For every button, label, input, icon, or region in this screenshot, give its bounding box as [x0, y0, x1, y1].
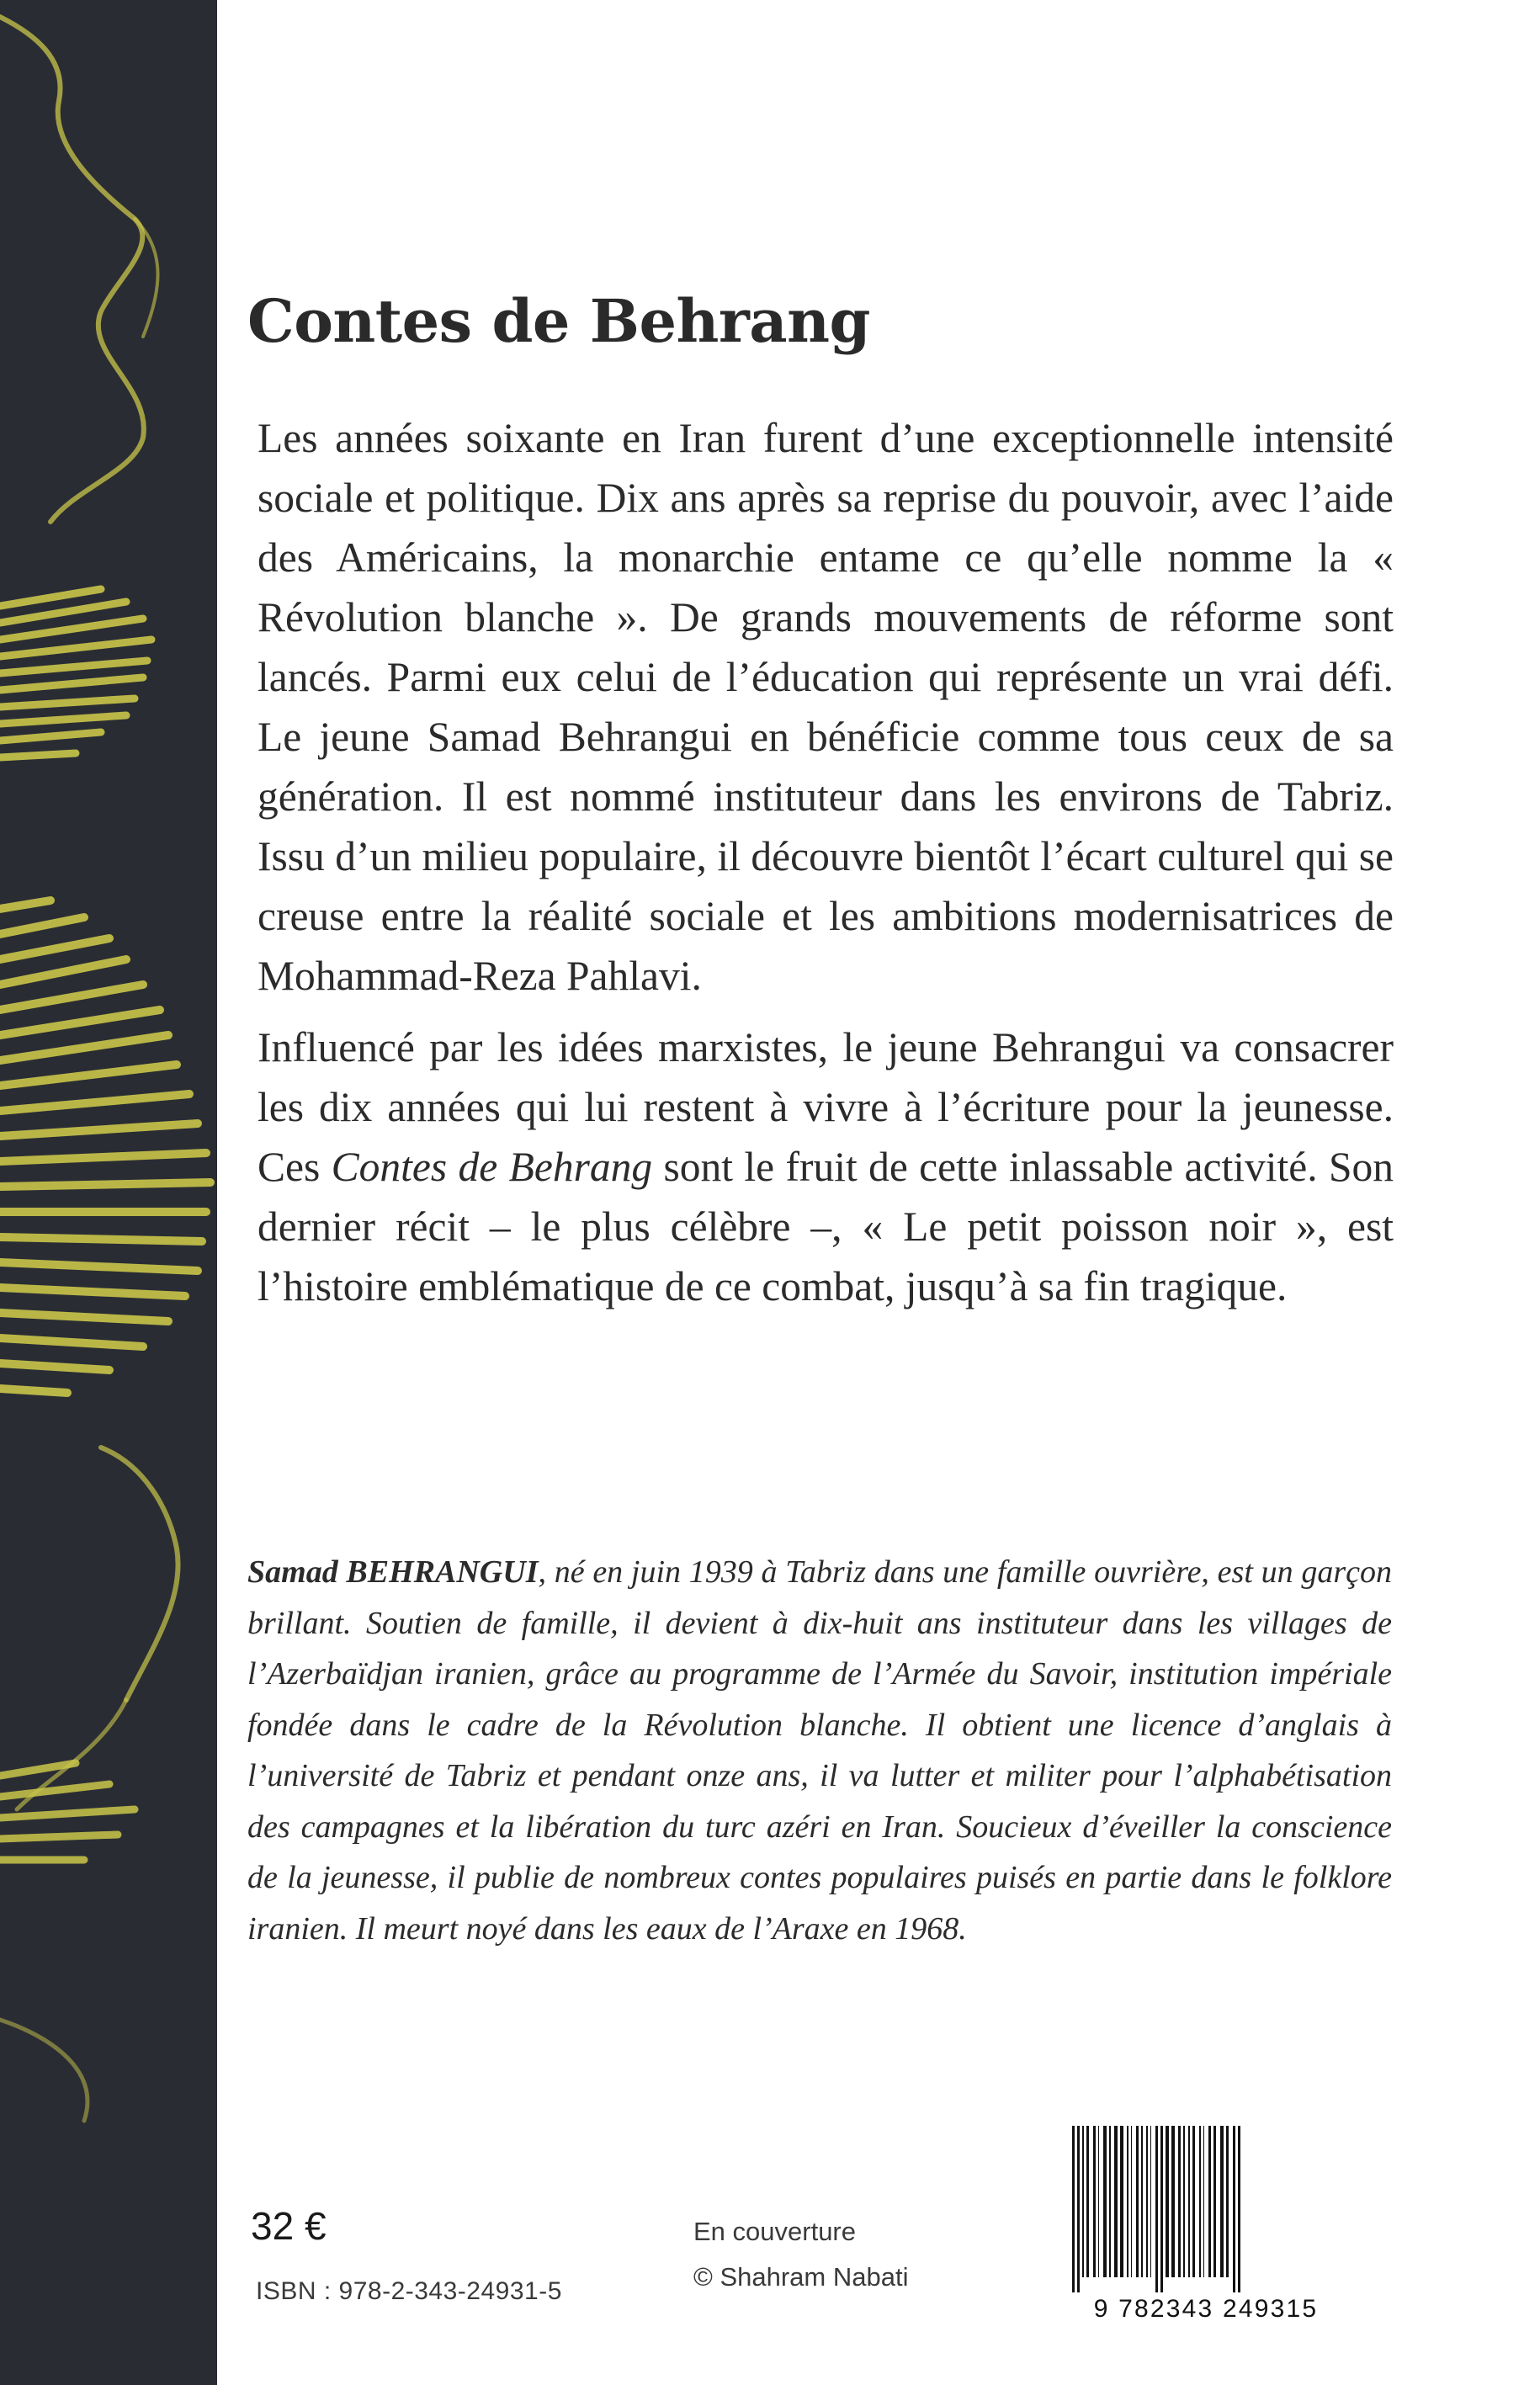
synopsis: [258, 408, 1394, 1328]
barcode-bar: [1199, 2126, 1201, 2277]
price: 32 €: [251, 2204, 327, 2248]
barcode-bar: [1183, 2126, 1185, 2277]
barcode-bar: [1109, 2126, 1111, 2277]
barcode-bar: [1160, 2126, 1163, 2292]
author-bio: [247, 1547, 1392, 1954]
synopsis-book-title: Contes de Behrang: [331, 1144, 653, 1190]
barcode-bar: [1155, 2126, 1158, 2292]
book-title: Contes de Behrang: [247, 286, 870, 356]
barcode-bar: [1213, 2126, 1216, 2277]
author-name: Samad BEHRANGUI: [247, 1554, 539, 1590]
cover-art-strip: [0, 0, 217, 2385]
barcode-bar: [1127, 2126, 1128, 2277]
barcode-bar: [1082, 2126, 1084, 2277]
barcode-icon: [1069, 2126, 1343, 2294]
barcode-bar: [1141, 2126, 1143, 2277]
barcode-bar: [1146, 2126, 1148, 2277]
synopsis-paragraph: [258, 1017, 1394, 1316]
barcode-bar: [1098, 2126, 1099, 2277]
synopsis-text: Influencé par les idées marxistes, le jeune Behrangui va consacrer les dix années qui lui restent à vivre à l’écriture pour la jeunesse. Ces: [258, 1024, 1394, 1190]
barcode-bar: [1136, 2126, 1139, 2277]
synopsis-text: sont le fruit de cette inlassable activité. Son dernier récit – le plus célèbre –, « Le petit poisson noir », est l’histoire emblématique de ce combat, jusqu’à sa fin tragique.: [258, 1144, 1394, 1309]
cover-credit: [693, 2209, 908, 2300]
barcode-bar: [1077, 2126, 1080, 2292]
synopsis-paragraph: Les années soixante en Iran furent d’une exceptionnelle intensité sociale et politique. Dix ans après sa reprise du pouvoir, avec l’aide des Américains, la monarchie entame ce qu’elle nomme la « Révolution blanche ». De grands mouvements de réforme sont lancés. Parmi eux celui de l’éducation qui représente un vrai défi. Le jeune Samad Behrangui en bénéficie comme tous ceux de sa génération. Il est nommé instituteur dans les environs de Tabriz. Issu d’un milieu populaire, il découvre bientôt l’écart culturel qui se creuse entre la réalité sociale et les ambitions modernisatrices de Mohammad-Reza Pahlavi.: [258, 415, 1394, 999]
barcode-bar: [1120, 2126, 1123, 2277]
barcode-bar: [1093, 2126, 1096, 2277]
barcode-bar: [1226, 2126, 1229, 2277]
barcode-bar: [1208, 2126, 1211, 2277]
isbn: ISBN : 978-2-343-24931-5: [256, 2277, 562, 2305]
barcode-bar: [1192, 2126, 1195, 2277]
chalk-drawing-icon: [0, 0, 217, 2385]
barcode-bar: [1103, 2126, 1107, 2277]
barcode-bar: [1171, 2126, 1175, 2277]
barcode: [1069, 2126, 1343, 2328]
cover-credit-artist: © Shahram Nabati: [693, 2262, 909, 2292]
barcode-bar: [1131, 2126, 1132, 2277]
barcode-digits: 9 782343 249315: [1093, 2295, 1319, 2323]
barcode-bar: [1203, 2126, 1204, 2277]
barcode-bar: [1150, 2126, 1151, 2277]
author-bio-text: , né en juin 1939 à Tabriz dans une famille ouvrière, est un garçon brillant. Soutien de famille, il devient à dix-huit ans instituteur dans les villages de l’Azerbaïdjan iranien, grâce au programme de l’Armée du Savoir, institution impériale fondée dans le cadre de la Révolution blanche. Il obtient une licence d’anglais à l’université de Tabriz et pendant onze ans, il va lutter et militer pour l’alphabétisation des campagnes et la libération du turc azéri en Iran. Soucieux d’éveiller la conscience de la jeunesse, il publie de nombreux contes populaires puisés en partie dans le folklore iranien. Il meurt noyé dans les eaux de l’Araxe en 1968.: [247, 1554, 1392, 1947]
barcode-bar: [1220, 2126, 1224, 2277]
back-cover: [217, 0, 1540, 2385]
barcode-bar: [1188, 2126, 1190, 2277]
barcode-bar: [1178, 2126, 1181, 2277]
barcode-bar: [1238, 2126, 1240, 2292]
barcode-bar: [1072, 2126, 1075, 2292]
barcode-bar: [1114, 2126, 1118, 2277]
barcode-bar: [1086, 2126, 1089, 2277]
cover-credit-label: En couverture: [693, 2217, 856, 2246]
barcode-bar: [1166, 2126, 1169, 2277]
barcode-bar: [1233, 2126, 1235, 2292]
